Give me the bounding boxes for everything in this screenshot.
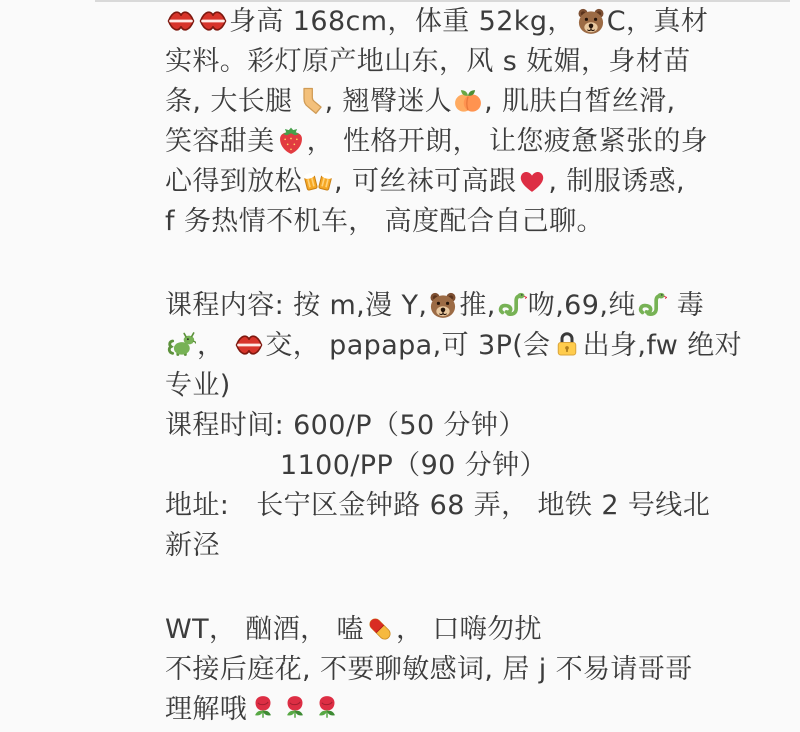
- text-line: [165, 82, 685, 122]
- text-line: [165, 326, 743, 366]
- text-segment: 吻,69,纯: [527, 290, 636, 321]
- text-line: [165, 486, 711, 526]
- paragraph-intro: [165, 2, 709, 242]
- text-line: [165, 526, 685, 566]
- text-segment: 新泾: [165, 530, 220, 561]
- strawberry-icon: [276, 126, 306, 156]
- text-segment: 身高 168cm，体重 52kg，: [229, 6, 575, 37]
- text-segment: 实料。彩灯原产地山东，风 s 妩媚，身材苗: [165, 46, 691, 77]
- lips-icon: [198, 6, 228, 36]
- dragon-icon: [166, 330, 196, 360]
- text-line: [165, 162, 685, 202]
- text-line: [165, 202, 685, 242]
- peach-icon: [453, 86, 483, 116]
- text-segment: 心得到放松: [165, 166, 302, 197]
- text-segment: , 可丝袜可高跟: [334, 166, 517, 197]
- text-segment: 地址: 长宁区金钟路 68 弄， 地铁 2 号线北: [165, 490, 711, 521]
- text-segment: 不接后庭花, 不要聊敏感词, 居 j 不易请哥哥: [165, 654, 693, 685]
- text-line: [165, 650, 693, 690]
- text-segment: ，: [197, 330, 234, 361]
- paragraph-notes: [165, 610, 693, 730]
- text-line: [165, 446, 685, 486]
- text-segment: , 翘臀迷人: [324, 86, 453, 117]
- lips-icon: [166, 6, 196, 36]
- text-line: [165, 690, 685, 730]
- text-segment: 推,: [459, 290, 496, 321]
- text-segment: , 肌肤白皙丝滑,: [484, 86, 676, 117]
- text-segment: ， 口嗨勿扰: [395, 614, 542, 645]
- heart-icon: [517, 166, 547, 196]
- text-line: [165, 286, 705, 326]
- text-line: [165, 366, 685, 406]
- message-body: [165, 2, 743, 730]
- text-segment: 交， papapa,可 3P(会: [265, 330, 551, 361]
- text-segment: 专业): [165, 370, 231, 401]
- paragraph-course: [165, 286, 743, 566]
- bear-icon: [428, 290, 458, 320]
- text-line: [165, 406, 685, 446]
- text-segment: 笑容甜美: [165, 126, 275, 157]
- text-segment: 条, 大长腿: [165, 86, 293, 117]
- text-segment: 毒: [667, 290, 705, 321]
- snake-icon: [497, 290, 527, 320]
- text-segment: C，真材: [606, 6, 709, 37]
- text-segment: 课程时间: 600/P（50 分钟）: [165, 410, 526, 441]
- text-segment: 出身,fw 绝对: [582, 330, 743, 361]
- beers-icon: [303, 166, 333, 196]
- rose-icon: [312, 694, 342, 724]
- text-segment: WT， 酗酒， 嗑: [165, 614, 364, 645]
- text-line: [165, 610, 685, 650]
- text-segment: 1100/PP（90 分钟）: [280, 450, 547, 481]
- text-line: [165, 2, 709, 42]
- text-segment: ， 性格开朗， 让您疲惫紧张的身: [306, 126, 709, 157]
- lips-icon: [234, 330, 264, 360]
- bear-icon: [576, 6, 606, 36]
- leg-icon: [294, 86, 324, 116]
- text-line: [165, 42, 691, 82]
- text-segment: f 务热情不机车， 高度配合自己聊。: [165, 206, 604, 237]
- pill-icon: [365, 614, 395, 644]
- rose-icon: [280, 694, 310, 724]
- text-segment: , 制服诱惑,: [548, 166, 685, 197]
- text-line: [165, 122, 709, 162]
- snake-icon: [637, 290, 667, 320]
- lock-icon: [552, 330, 582, 360]
- text-segment: 理解哦: [165, 694, 248, 725]
- text-segment: 课程内容: 按 m,漫 Y,: [165, 290, 428, 321]
- rose-icon: [248, 694, 278, 724]
